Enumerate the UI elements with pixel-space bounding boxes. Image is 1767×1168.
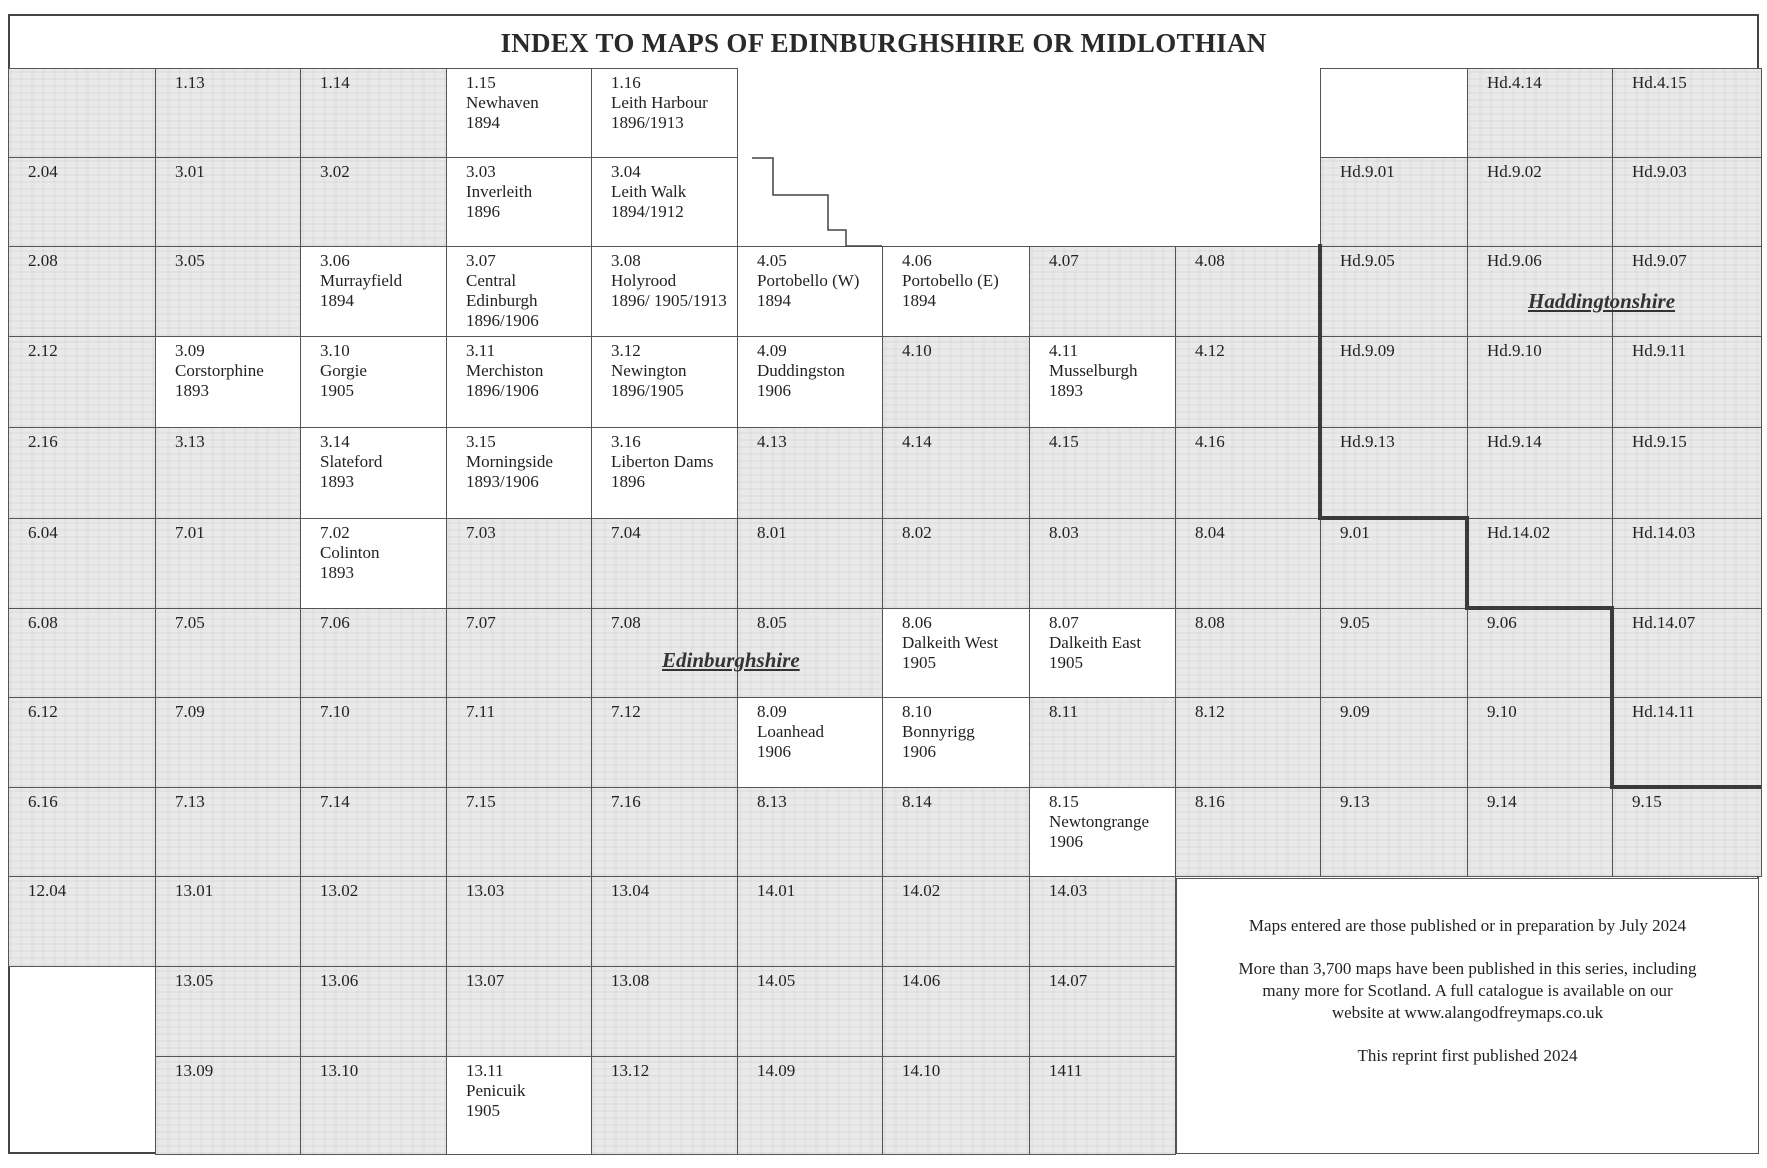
sheet-num: 13.06 xyxy=(320,971,359,990)
sheet-num: 13.04 xyxy=(611,881,650,900)
sheet-num: Hd.9.15 xyxy=(1632,432,1687,451)
sheet-num: 7.08 xyxy=(611,613,641,632)
map-sheet xyxy=(737,246,883,337)
sheet-num: 8.12 xyxy=(1195,702,1225,721)
map-sheet xyxy=(591,697,738,788)
note-reprint: This reprint first published 2024 xyxy=(1357,1046,1578,1065)
map-sheet xyxy=(446,1056,592,1155)
sheet-num: 14.09 xyxy=(757,1061,796,1080)
sheet-num: 7.14 xyxy=(320,792,350,811)
map-sheet xyxy=(8,246,156,337)
sheet-num: 1.16 xyxy=(611,73,641,92)
sheet-num: 14.03 xyxy=(1049,881,1088,900)
map-sheet xyxy=(300,68,447,158)
sheet-num: 4.09 xyxy=(757,341,787,360)
sheet-num: 7.03 xyxy=(466,523,496,542)
sheet-num: 4.07 xyxy=(1049,251,1079,270)
map-sheet xyxy=(591,1056,738,1155)
sheet-name: Dalkeith West xyxy=(902,633,999,652)
map-sheet xyxy=(591,787,738,877)
map-sheet xyxy=(591,246,738,337)
map-sheet xyxy=(1029,427,1176,519)
map-sheet xyxy=(737,876,883,967)
sheet-num: 3.09 xyxy=(175,341,205,360)
sheet-name: Bonnyrigg xyxy=(902,722,975,741)
map-sheet xyxy=(446,966,592,1057)
sheet-name: Corstorphine xyxy=(175,361,264,380)
map-sheet xyxy=(1467,68,1613,158)
sheet-name: Portobello (E) xyxy=(902,271,999,290)
sheet-num: Hd.9.09 xyxy=(1340,341,1395,360)
sheet-name: Holyrood xyxy=(611,271,677,290)
map-sheet xyxy=(1175,608,1321,698)
sheet-num: 4.16 xyxy=(1195,432,1225,451)
map-sheet xyxy=(155,157,301,247)
sheet-name: Slateford xyxy=(320,452,383,471)
sheet-name: Musselburgh xyxy=(1049,361,1138,380)
map-sheet xyxy=(882,427,1030,519)
sheet-name: Newtongrange xyxy=(1049,812,1150,831)
sheet-year: 1894 xyxy=(902,291,936,310)
sheet-year: 1906 xyxy=(1049,832,1083,851)
sheet-year: 1906 xyxy=(757,742,791,761)
sheet-num: 7.06 xyxy=(320,613,350,632)
sheet-num: 9.09 xyxy=(1340,702,1370,721)
map-sheet xyxy=(591,876,738,967)
map-sheet xyxy=(8,427,156,519)
sheet-num: 2.04 xyxy=(28,162,58,181)
map-sheet xyxy=(300,518,447,609)
map-sheet xyxy=(1612,697,1762,788)
map-sheet xyxy=(446,427,592,519)
map-sheet xyxy=(300,157,447,247)
sheet-num: 12.04 xyxy=(28,881,67,900)
sheet-num: 3.12 xyxy=(611,341,641,360)
notes-panel xyxy=(1176,878,1759,1154)
map-sheet xyxy=(1467,336,1613,428)
sheet-year: 1906 xyxy=(757,381,791,400)
sheet-num: 1411 xyxy=(1049,1061,1083,1080)
map-sheet xyxy=(737,697,883,788)
map-sheet xyxy=(1467,697,1613,788)
sheet-num: 4.15 xyxy=(1049,432,1079,451)
sheet-num: 3.16 xyxy=(611,432,641,451)
sheet-num: 4.12 xyxy=(1195,341,1225,360)
map-sheet xyxy=(446,246,592,337)
sheet-num: 3.03 xyxy=(466,162,496,181)
sheet-num: 3.15 xyxy=(466,432,496,451)
sheet-num: 7.15 xyxy=(466,792,496,811)
map-sheet xyxy=(591,427,738,519)
map-sheet xyxy=(1175,518,1321,609)
sheet-num: 8.02 xyxy=(902,523,932,542)
sheet-num: 6.04 xyxy=(28,523,58,542)
sheet-year: 1893 xyxy=(1049,381,1083,400)
sheet-num: 13.01 xyxy=(175,881,214,900)
map-sheet xyxy=(300,246,447,337)
sheet-num: 7.05 xyxy=(175,613,205,632)
sheet-num: Hd.14.02 xyxy=(1487,523,1551,542)
map-sheet xyxy=(155,697,301,788)
note-published: Maps entered are those published or in preparation by July 2024 xyxy=(1248,916,1687,935)
page-title: INDEX TO MAPS OF EDINBURGHSHIRE OR MIDLOTHIAN xyxy=(500,28,1267,58)
sheet-num: 3.14 xyxy=(320,432,350,451)
sheet-name: Inverleith xyxy=(466,182,533,201)
sheet-year: 1896 xyxy=(466,202,500,221)
map-sheet xyxy=(300,427,447,519)
map-sheet xyxy=(1612,68,1762,158)
map-sheet xyxy=(882,697,1030,788)
haddingtonshire-label: Haddingtonshire xyxy=(1528,289,1676,313)
sheet-year: 1896 xyxy=(611,472,645,491)
map-sheet xyxy=(591,336,738,428)
map-sheet xyxy=(1612,336,1762,428)
map-sheet xyxy=(737,336,883,428)
map-sheet xyxy=(591,157,738,247)
sheet-num: 9.10 xyxy=(1487,702,1517,721)
sheet-name: Gorgie xyxy=(320,361,367,380)
note-catalogue: More than 3,700 maps have been published in this series, including many more for Scotland. A full catalogue is available on our website at www.alangodfreymaps.co.uk xyxy=(1238,959,1697,1022)
sheet-num: 8.03 xyxy=(1049,523,1079,542)
sheet-num: 2.16 xyxy=(28,432,58,451)
map-sheet xyxy=(155,876,301,967)
sheet-name: Liberton Dams xyxy=(611,452,714,471)
map-sheet xyxy=(8,518,156,609)
map-sheet xyxy=(1320,518,1468,609)
sheet-num: 3.13 xyxy=(175,432,205,451)
map-sheet xyxy=(446,608,592,698)
sheet-name: Penicuik xyxy=(466,1081,526,1100)
map-sheet xyxy=(1320,697,1468,788)
sheet-num: 7.02 xyxy=(320,523,350,542)
sheet-num: 13.02 xyxy=(320,881,359,900)
sheet-year: 1896/1913 xyxy=(611,113,684,132)
map-sheet xyxy=(1320,157,1468,247)
sheet-name: Leith Walk xyxy=(611,182,687,201)
map-sheet xyxy=(155,246,301,337)
sheet-name: Loanhead xyxy=(757,722,825,741)
map-sheet xyxy=(1320,246,1468,337)
sheet-year: 1894/1912 xyxy=(611,202,684,221)
sheet-num: Hd.4.14 xyxy=(1487,73,1542,92)
sheet-num: 8.09 xyxy=(757,702,787,721)
sheet-year: 1893 xyxy=(320,563,354,582)
sheet-num: 13.05 xyxy=(175,971,214,990)
map-sheet xyxy=(1612,427,1762,519)
sheet-name: Morningside xyxy=(466,452,553,471)
sheet-num: Hd.9.13 xyxy=(1340,432,1395,451)
map-sheet xyxy=(8,68,156,158)
sheet-num: 13.08 xyxy=(611,971,650,990)
sheet-num: 14.10 xyxy=(902,1061,941,1080)
map-sheet xyxy=(1029,966,1176,1057)
sheet-num: 8.16 xyxy=(1195,792,1225,811)
sheet-num: Hd.4.15 xyxy=(1632,73,1687,92)
map-sheet xyxy=(1612,157,1762,247)
map-sheet xyxy=(591,518,738,609)
sheet-num: 13.10 xyxy=(320,1061,359,1080)
map-sheet xyxy=(1029,876,1176,967)
sheet-num: 13.09 xyxy=(175,1061,214,1080)
sheet-num: 13.12 xyxy=(611,1061,650,1080)
sheet-num: 3.08 xyxy=(611,251,641,270)
map-sheet xyxy=(882,518,1030,609)
sheet-num: 3.10 xyxy=(320,341,350,360)
sheet-num: Hd.14.03 xyxy=(1632,523,1696,542)
sheet-num: 7.12 xyxy=(611,702,641,721)
map-sheet xyxy=(300,876,447,967)
map-sheet xyxy=(737,787,883,877)
sheet-num: 3.06 xyxy=(320,251,350,270)
sheet-num: 1.14 xyxy=(320,73,350,92)
sheet-num: 8.14 xyxy=(902,792,932,811)
map-sheet xyxy=(446,336,592,428)
sheet-year: 1896/ 1905/1913 xyxy=(611,291,727,310)
map-sheet xyxy=(1320,787,1468,877)
map-sheet xyxy=(1175,697,1321,788)
map-sheet xyxy=(155,608,301,698)
map-sheet xyxy=(446,157,592,247)
sheet-num: 3.07 xyxy=(466,251,496,270)
sheet-num: Hd.14.07 xyxy=(1632,613,1696,632)
map-sheet xyxy=(1467,157,1613,247)
sheet-num: 9.13 xyxy=(1340,792,1370,811)
map-sheet xyxy=(1175,427,1321,519)
sheet-num: 9.05 xyxy=(1340,613,1370,632)
sheet-num: Hd.9.14 xyxy=(1487,432,1542,451)
map-sheet xyxy=(1467,518,1613,609)
sheet-num: 4.14 xyxy=(902,432,932,451)
map-sheet xyxy=(446,697,592,788)
map-sheet xyxy=(155,518,301,609)
sheet-num: 4.06 xyxy=(902,251,932,270)
map-sheet xyxy=(446,876,592,967)
map-sheet xyxy=(155,966,301,1057)
sheet-num: 3.05 xyxy=(175,251,205,270)
map-sheet xyxy=(737,518,883,609)
sheet-num: Hd.9.03 xyxy=(1632,162,1687,181)
sheet-num: 7.16 xyxy=(611,792,641,811)
map-sheet xyxy=(300,697,447,788)
sheet-num: Hd.9.02 xyxy=(1487,162,1542,181)
map-sheet xyxy=(1029,608,1176,698)
sheet-num: 7.10 xyxy=(320,702,350,721)
sheet-num: 9.01 xyxy=(1340,523,1370,542)
sheet-num: 8.01 xyxy=(757,523,787,542)
sheet-num: 7.07 xyxy=(466,613,496,632)
sheet-year: 1905 xyxy=(320,381,354,400)
sheet-year: 1905 xyxy=(466,1101,500,1120)
sheet-num: 13.03 xyxy=(466,881,505,900)
sheet-num: 7.13 xyxy=(175,792,205,811)
sheet-num: 3.11 xyxy=(466,341,496,360)
sheet-num: 8.11 xyxy=(1049,702,1079,721)
sheet-num: 2.08 xyxy=(28,251,58,270)
sheet-name: Dalkeith East xyxy=(1049,633,1142,652)
map-sheet xyxy=(1320,608,1468,698)
map-sheet xyxy=(1467,787,1613,877)
sheet-num: 3.04 xyxy=(611,162,641,181)
map-sheet xyxy=(1612,518,1762,609)
map-sheet xyxy=(300,608,447,698)
map-sheet xyxy=(1029,697,1176,788)
sheet-num: 13.07 xyxy=(466,971,505,990)
map-sheet xyxy=(8,157,156,247)
map-sheet xyxy=(591,966,738,1057)
sheet-year: 1906 xyxy=(902,742,936,761)
sheet-name: Central Edinburgh xyxy=(466,271,538,310)
map-sheet xyxy=(1320,336,1468,428)
map-sheet xyxy=(446,518,592,609)
sheet-num: 8.13 xyxy=(757,792,787,811)
map-sheet xyxy=(1175,246,1321,337)
sheet-year: 1893 xyxy=(175,381,209,400)
map-sheet xyxy=(8,336,156,428)
map-sheet xyxy=(1029,787,1176,877)
map-sheet xyxy=(1467,608,1613,698)
sheet-num: 1.15 xyxy=(466,73,496,92)
sheet-year: 1894 xyxy=(466,113,500,132)
sheet-year: 1896/1906 xyxy=(466,311,539,330)
map-sheet xyxy=(1467,427,1613,519)
map-sheet xyxy=(1612,787,1762,877)
sheet-num: Hd.9.11 xyxy=(1632,341,1687,360)
map-sheet xyxy=(882,966,1030,1057)
sheet-num: Hd.9.06 xyxy=(1487,251,1542,270)
sheet-num: 7.01 xyxy=(175,523,205,542)
sheet-num: 4.08 xyxy=(1195,251,1225,270)
map-sheet xyxy=(882,608,1030,698)
map-sheet xyxy=(1175,787,1321,877)
sheet-name: Merchiston xyxy=(466,361,544,380)
sheet-num: 8.15 xyxy=(1049,792,1079,811)
sheet-num: 7.04 xyxy=(611,523,641,542)
sheet-num: Hd.9.07 xyxy=(1632,251,1687,270)
sheet-year: 1905 xyxy=(1049,653,1083,672)
map-sheet xyxy=(300,787,447,877)
map-sheet xyxy=(882,876,1030,967)
map-sheet xyxy=(8,876,156,967)
sheet-num: 6.16 xyxy=(28,792,58,811)
sheet-num: 3.01 xyxy=(175,162,205,181)
map-sheet xyxy=(300,1056,447,1155)
map-sheet xyxy=(1175,336,1321,428)
sheet-num: 8.10 xyxy=(902,702,932,721)
sheet-num: 2.12 xyxy=(28,341,58,360)
sheet-year: 1896/1905 xyxy=(611,381,684,400)
sheet-num: Hd.9.01 xyxy=(1340,162,1395,181)
map-sheet xyxy=(300,336,447,428)
map-sheet xyxy=(1320,427,1468,519)
sheet-num: 6.12 xyxy=(28,702,58,721)
sheet-year: 1905 xyxy=(902,653,936,672)
sheet-year: 1893/1906 xyxy=(466,472,539,491)
map-sheet xyxy=(8,608,156,698)
sheet-num: 14.06 xyxy=(902,971,941,990)
map-sheet xyxy=(446,68,592,158)
map-sheet xyxy=(446,787,592,877)
map-sheet xyxy=(882,1056,1030,1155)
sheet-num: 13.11 xyxy=(466,1061,504,1080)
sheet-num: 8.08 xyxy=(1195,613,1225,632)
sheet-num: 3.02 xyxy=(320,162,350,181)
map-sheet xyxy=(882,787,1030,877)
sheet-num: Hd.9.05 xyxy=(1340,251,1395,270)
sheet-year: 1896/1906 xyxy=(466,381,539,400)
sheet-num: 9.06 xyxy=(1487,613,1517,632)
map-sheet xyxy=(737,966,883,1057)
map-sheet xyxy=(1029,518,1176,609)
sheet-num: 8.05 xyxy=(757,613,787,632)
sheet-num: 4.11 xyxy=(1049,341,1079,360)
map-sheet xyxy=(1029,1056,1176,1155)
map-sheet xyxy=(155,787,301,877)
map-sheet xyxy=(591,68,738,158)
sheet-name: Newington xyxy=(611,361,687,380)
map-sheet xyxy=(155,336,301,428)
sheet-num: 14.05 xyxy=(757,971,796,990)
map-sheet xyxy=(155,68,301,158)
sheet-num: 7.09 xyxy=(175,702,205,721)
sheet-name: Leith Harbour xyxy=(611,93,708,112)
sheet-num: Hd.9.10 xyxy=(1487,341,1542,360)
map-sheet xyxy=(737,1056,883,1155)
sheet-num: 14.02 xyxy=(902,881,941,900)
sheet-num: Hd.14.11 xyxy=(1632,702,1695,721)
map-sheet xyxy=(300,966,447,1057)
sheet-num: 4.05 xyxy=(757,251,787,270)
sheet-num: 6.08 xyxy=(28,613,58,632)
sheet-name: Portobello (W) xyxy=(757,271,860,290)
sheet-num: 9.15 xyxy=(1632,792,1662,811)
sheet-num: 14.07 xyxy=(1049,971,1088,990)
sheet-num: 1.13 xyxy=(175,73,205,92)
edinburghshire-label: Edinburghshire xyxy=(662,648,800,672)
sheet-name: Newhaven xyxy=(466,93,539,112)
map-sheet xyxy=(737,427,883,519)
sheet-num: 8.04 xyxy=(1195,523,1225,542)
sheet-name: Colinton xyxy=(320,543,380,562)
sheet-year: 1894 xyxy=(320,291,354,310)
map-sheet xyxy=(155,1056,301,1155)
sheet-num: 4.13 xyxy=(757,432,787,451)
map-sheet xyxy=(1029,246,1176,337)
sheet-year: 1893 xyxy=(320,472,354,491)
sheet-name: Duddingston xyxy=(757,361,845,380)
map-sheet xyxy=(8,787,156,877)
map-sheet xyxy=(882,336,1030,428)
sheet-num: 9.14 xyxy=(1487,792,1517,811)
sheet-name: Murrayfield xyxy=(320,271,403,290)
sheet-year: 1894 xyxy=(757,291,791,310)
map-sheet xyxy=(1612,608,1762,698)
map-sheet xyxy=(1029,336,1176,428)
map-sheet xyxy=(8,697,156,788)
sheet-num: 14.01 xyxy=(757,881,796,900)
sheet-num: 8.06 xyxy=(902,613,932,632)
sheet-num: 4.10 xyxy=(902,341,932,360)
map-sheet xyxy=(155,427,301,519)
sheet-num: 8.07 xyxy=(1049,613,1079,632)
map-sheet xyxy=(882,246,1030,337)
sheet-num: 7.11 xyxy=(466,702,496,721)
map-sheet xyxy=(1320,68,1468,158)
